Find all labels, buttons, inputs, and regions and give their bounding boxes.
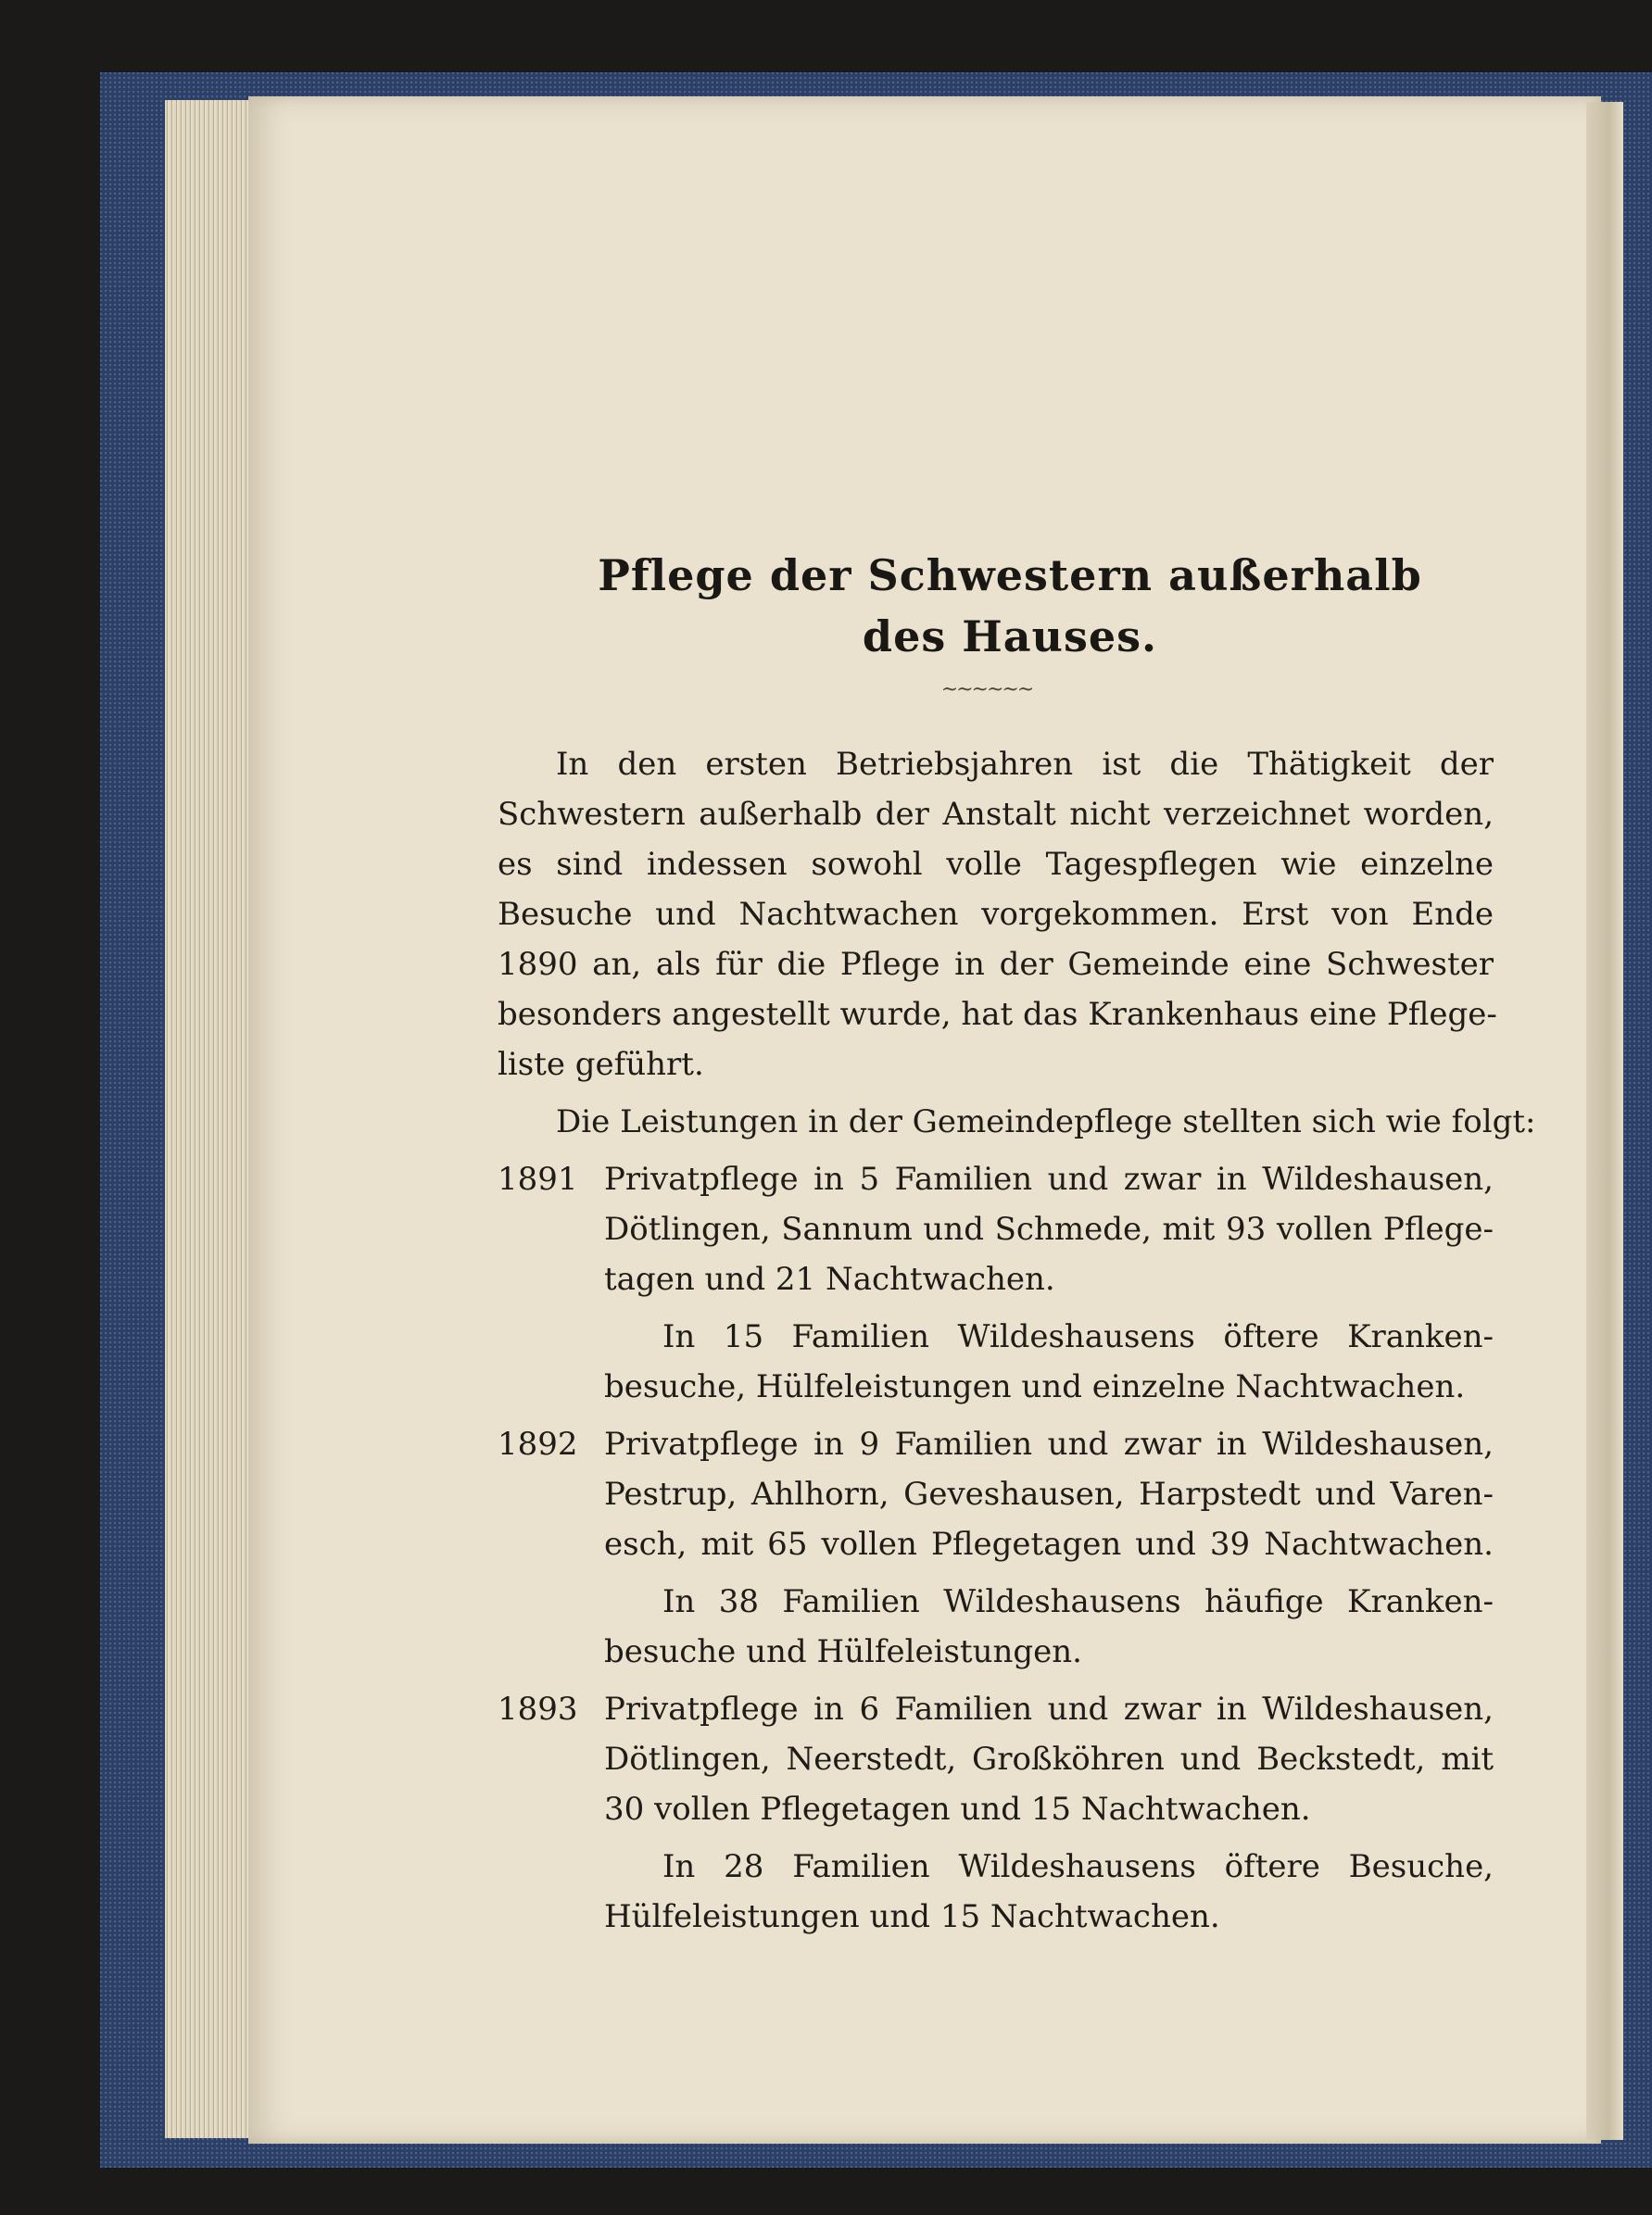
intro-line-2: Schwestern außerhalb der Anstalt nicht verzeichnet worden,	[498, 796, 1494, 833]
page-gutter	[1586, 102, 1623, 2140]
entry-1892-line-2: Pestrup, Ahlhorn, Geveshausen, Harpstedt und Varen-	[604, 1476, 1494, 1513]
entry-1893-note-2: Hülfeleistungen und 15 Nachtwachen.	[604, 1898, 1220, 1935]
entry-1893-line-1: Privatpflege in 6 Familien und zwar in Wildeshausen,	[604, 1691, 1494, 1728]
section-title-line-1: Pflege der Schwestern außerhalb	[598, 550, 1422, 600]
entry-1893-line-2: Dötlingen, Neerstedt, Großköhren und Beckstedt, mit	[604, 1741, 1494, 1778]
intro-line-6: besonders angestellt wurde, hat das Krankenhaus eine Pflege-	[498, 996, 1497, 1033]
entry-1891-line-1: Privatpflege in 5 Familien und zwar in Wildeshausen,	[604, 1161, 1494, 1198]
entry-1892-line-3: esch, mit 65 vollen Pflegetagen und 39 Nachtwachen.	[604, 1526, 1494, 1563]
title-ornament: ~~~~~~	[940, 678, 1033, 701]
entry-1891-note-2: besuche, Hülfeleistungen und einzelne Nachtwachen.	[604, 1368, 1466, 1405]
intro-line-5: 1890 an, als für die Pflege in der Gemeinde eine Schwester	[498, 946, 1494, 983]
entry-1892-note-1: In 38 Familien Wildeshausens häufige Kranken-	[662, 1583, 1494, 1620]
entry-1891-note-1: In 15 Familien Wildeshausens öftere Kranken-	[662, 1318, 1494, 1355]
section-title-line-2: des Hauses.	[862, 611, 1158, 661]
entry-1891-line-2: Dötlingen, Sannum und Schmede, mit 93 vollen Pflege-	[604, 1211, 1494, 1248]
intro-line-4: Besuche und Nachtwachen vorgekommen. Erst von Ende	[498, 896, 1494, 933]
intro-line-7: liste geführt.	[498, 1046, 704, 1083]
lead-sentence: Die Leistungen in der Gemeindepflege stellten sich wie folgt:	[556, 1103, 1536, 1140]
year-label-1893: 1893	[498, 1691, 578, 1728]
entry-1893-line-3: 30 vollen Pflegetagen und 15 Nachtwachen.	[604, 1791, 1311, 1828]
entry-1891-line-3: tagen und 21 Nachtwachen.	[604, 1261, 1055, 1298]
year-label-1892: 1892	[498, 1426, 578, 1463]
intro-line-3: es sind indessen sowohl volle Tagespflegen wie einzelne	[498, 846, 1494, 883]
entry-1893-note-1: In 28 Familien Wildeshausens öftere Besuche,	[662, 1848, 1494, 1885]
intro-line-1: In den ersten Betriebsjahren ist die Thätigkeit der	[556, 746, 1494, 783]
year-label-1891: 1891	[498, 1161, 578, 1198]
entry-1892-note-2: besuche und Hülfeleistungen.	[604, 1633, 1082, 1670]
entry-1892-line-1: Privatpflege in 9 Familien und zwar in Wildeshausen,	[604, 1426, 1494, 1463]
